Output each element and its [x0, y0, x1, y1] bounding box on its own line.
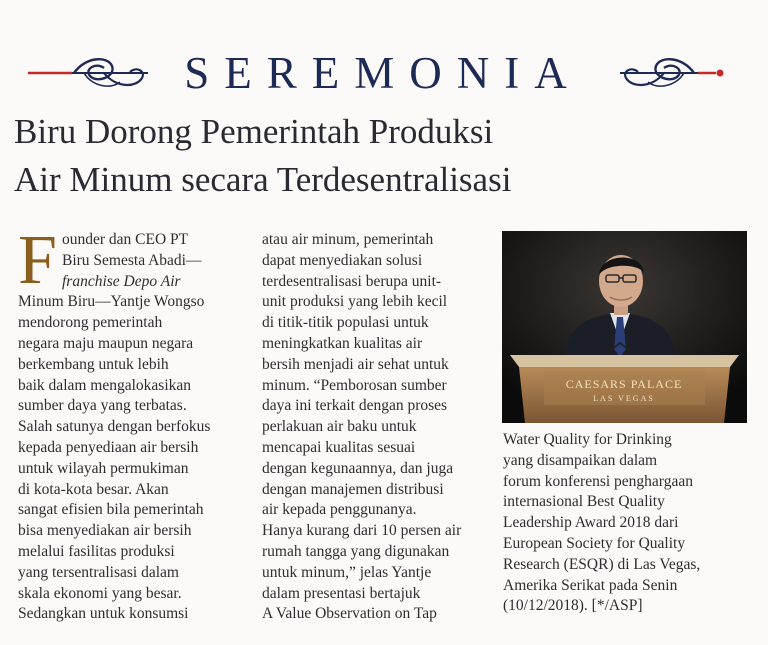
- headline-line: Air Minum secara Terdesentralisasi: [14, 160, 512, 199]
- text-line: untuk minum,” jelas Yantje: [262, 563, 432, 581]
- text-line: Research (ESQR) di Las Vegas,: [503, 555, 701, 573]
- text-line: dapat menyediakan solusi: [262, 251, 423, 269]
- text-line: mencapai kualitas sesuai: [262, 438, 416, 456]
- text-line: yang tersentralisasi dalam: [18, 563, 179, 581]
- body-column-1: [18, 222, 250, 625]
- article-photo: [502, 231, 747, 423]
- speaker-at-podium-image: [502, 231, 747, 423]
- text-line: bersih menjadi air sehat untuk: [262, 355, 449, 373]
- text-line: negara maju maupun negara: [18, 334, 194, 352]
- text-line: sangat efisien bila pemerintah: [18, 501, 204, 519]
- text-line: dalam presentasi bertajuk: [262, 584, 421, 602]
- text-line: ounder dan CEO PT: [62, 231, 189, 248]
- text-line: di kota-kota besar. Akan: [18, 480, 169, 498]
- text-line: forum konferensi penghargaan: [503, 472, 693, 490]
- text-line: (10/12/2018). [*/ASP]: [503, 597, 643, 615]
- text-line: A Value Observation on Tap: [262, 605, 437, 623]
- text-line: melalui fasilitas produksi: [18, 542, 175, 560]
- text-line: franchise Depo Air: [62, 272, 181, 290]
- drop-cap: F: [18, 222, 57, 299]
- text-line: Amerika Serikat pada Senin: [503, 576, 678, 594]
- text-line: Water Quality for Drinking: [503, 431, 672, 448]
- photo-caption-column: [503, 430, 748, 617]
- text-line: baik dalam mengalokasikan: [18, 376, 192, 394]
- text-line: rumah tangga yang digunakan: [262, 542, 450, 560]
- text-line: mendorong pemerintah: [18, 314, 163, 332]
- section-label: SEREMONIA: [184, 48, 582, 98]
- text-line: internasional Best Quality: [503, 493, 665, 511]
- text-line: Salah satunya dengan berfokus: [18, 418, 211, 436]
- headline-line: Biru Dorong Pemerintah Produksi: [14, 112, 494, 151]
- text-line: terdesentralisasi berupa unit-: [262, 272, 442, 290]
- podium-sign-line2: LAS VEGAS: [593, 394, 655, 403]
- text-line: skala ekonomi yang besar.: [18, 584, 182, 602]
- text-line: unit produksi yang lebih kecil: [262, 293, 448, 311]
- section-header: [0, 38, 768, 108]
- text-line: Minum Biru—Yantje Wongso: [18, 293, 205, 311]
- body-column-2: [262, 230, 490, 625]
- text-line: daya ini terkait dengan proses: [262, 397, 448, 415]
- text-line: untuk wilayah permukiman: [18, 459, 189, 477]
- text-line: European Society for Quality: [503, 534, 686, 552]
- text-line: dengan manajemen distribusi: [262, 480, 444, 498]
- podium-sign-line1: CAESARS PALACE: [565, 377, 683, 391]
- text-line: Sedangkan untuk konsumsi: [18, 605, 189, 623]
- text-line: atau air minum, pemerintah: [262, 231, 434, 248]
- text-line: kepada penyediaan air bersih: [18, 438, 199, 456]
- text-line: Biru Semesta Abadi—: [62, 251, 202, 269]
- text-line: berkembang untuk lebih: [18, 355, 169, 373]
- text-line: dengan kegunaannya, dan juga: [262, 459, 454, 477]
- text-line: air kepada penggunanya.: [262, 501, 417, 519]
- text-line: Leadership Award 2018 dari: [503, 514, 679, 532]
- text-line: minum. “Pemborosan sumber: [262, 376, 447, 394]
- text-line: bisa menyediakan air bersih: [18, 522, 192, 540]
- text-line: sumber daya yang terbatas.: [18, 397, 187, 415]
- text-line: di titik-titik populasi untuk: [262, 314, 429, 332]
- text-line: Hanya kurang dari 10 persen air: [262, 522, 462, 540]
- text-line: yang disampaikan dalam: [503, 451, 658, 469]
- article-headline: [14, 108, 759, 204]
- text-line: meningkatkan kualitas air: [262, 334, 423, 352]
- text-line: perlakuan air baku untuk: [262, 418, 417, 436]
